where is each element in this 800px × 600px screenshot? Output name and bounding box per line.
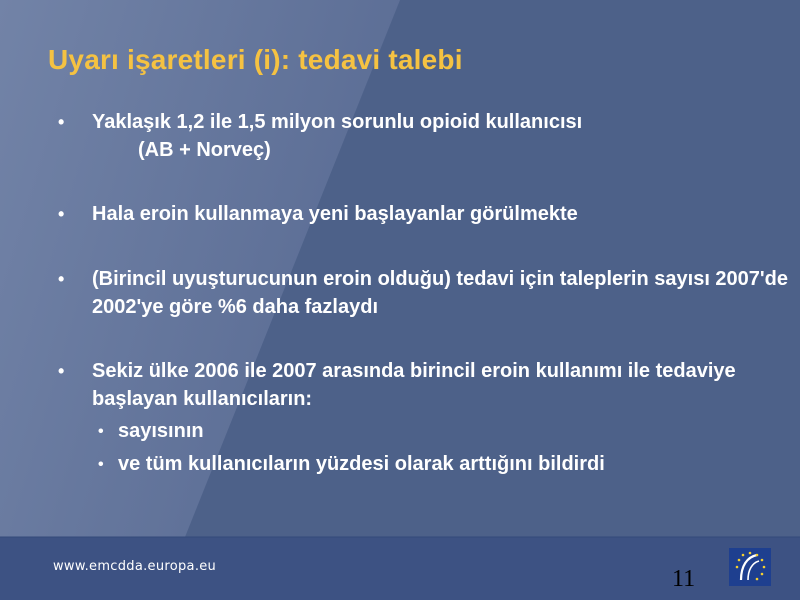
sub-bullet-item: [92, 415, 788, 448]
bullet-dot: •: [58, 361, 65, 381]
slide-title: Uyarı işaretleri (i): tedavi talebi: [48, 44, 463, 75]
bullet-item: [58, 265, 788, 321]
bullet-item: [58, 108, 788, 164]
bullet-text: Hala eroin kullanmaya yeni başlayanlar görülmekte: [92, 203, 578, 225]
sub-bullet-item: [92, 448, 788, 481]
sub-bullet-dot: •: [98, 423, 104, 440]
sub-bullet-text: ve tüm kullanıcıların yüzdesi olarak arttığını bildirdi: [118, 453, 605, 475]
emcdda-logo-icon: [729, 548, 771, 586]
sub-bullet-list: [92, 415, 788, 481]
bullet-list: [58, 108, 788, 481]
bullet-continuation: (AB + Norveç): [138, 139, 271, 161]
bullet-dot: •: [58, 269, 65, 289]
bullet-item: [58, 357, 788, 481]
bullet-text: Yaklaşık 1,2 ile 1,5 milyon sorunlu opioid kullanıcısı: [92, 111, 583, 133]
bullet-item: [58, 200, 788, 228]
bullet-dot: •: [58, 204, 65, 224]
sub-bullet-text: sayısının: [118, 420, 204, 442]
sub-bullet-dot: •: [98, 456, 104, 473]
bullet-text: (Birincil uyuşturucunun eroin olduğu) tedavi için taleplerin sayısı 2007'de 2002'ye göre %6 daha fazlaydı: [92, 268, 789, 318]
footer-url: www.emcdda.europa.eu: [53, 559, 217, 574]
page-number: 11: [672, 566, 696, 592]
bullet-text: Sekiz ülke 2006 ile 2007 arasında birincil eroin kullanımı ile tedaviye başlayan kullanıcıların:: [92, 360, 736, 410]
bullet-dot: •: [58, 112, 65, 132]
